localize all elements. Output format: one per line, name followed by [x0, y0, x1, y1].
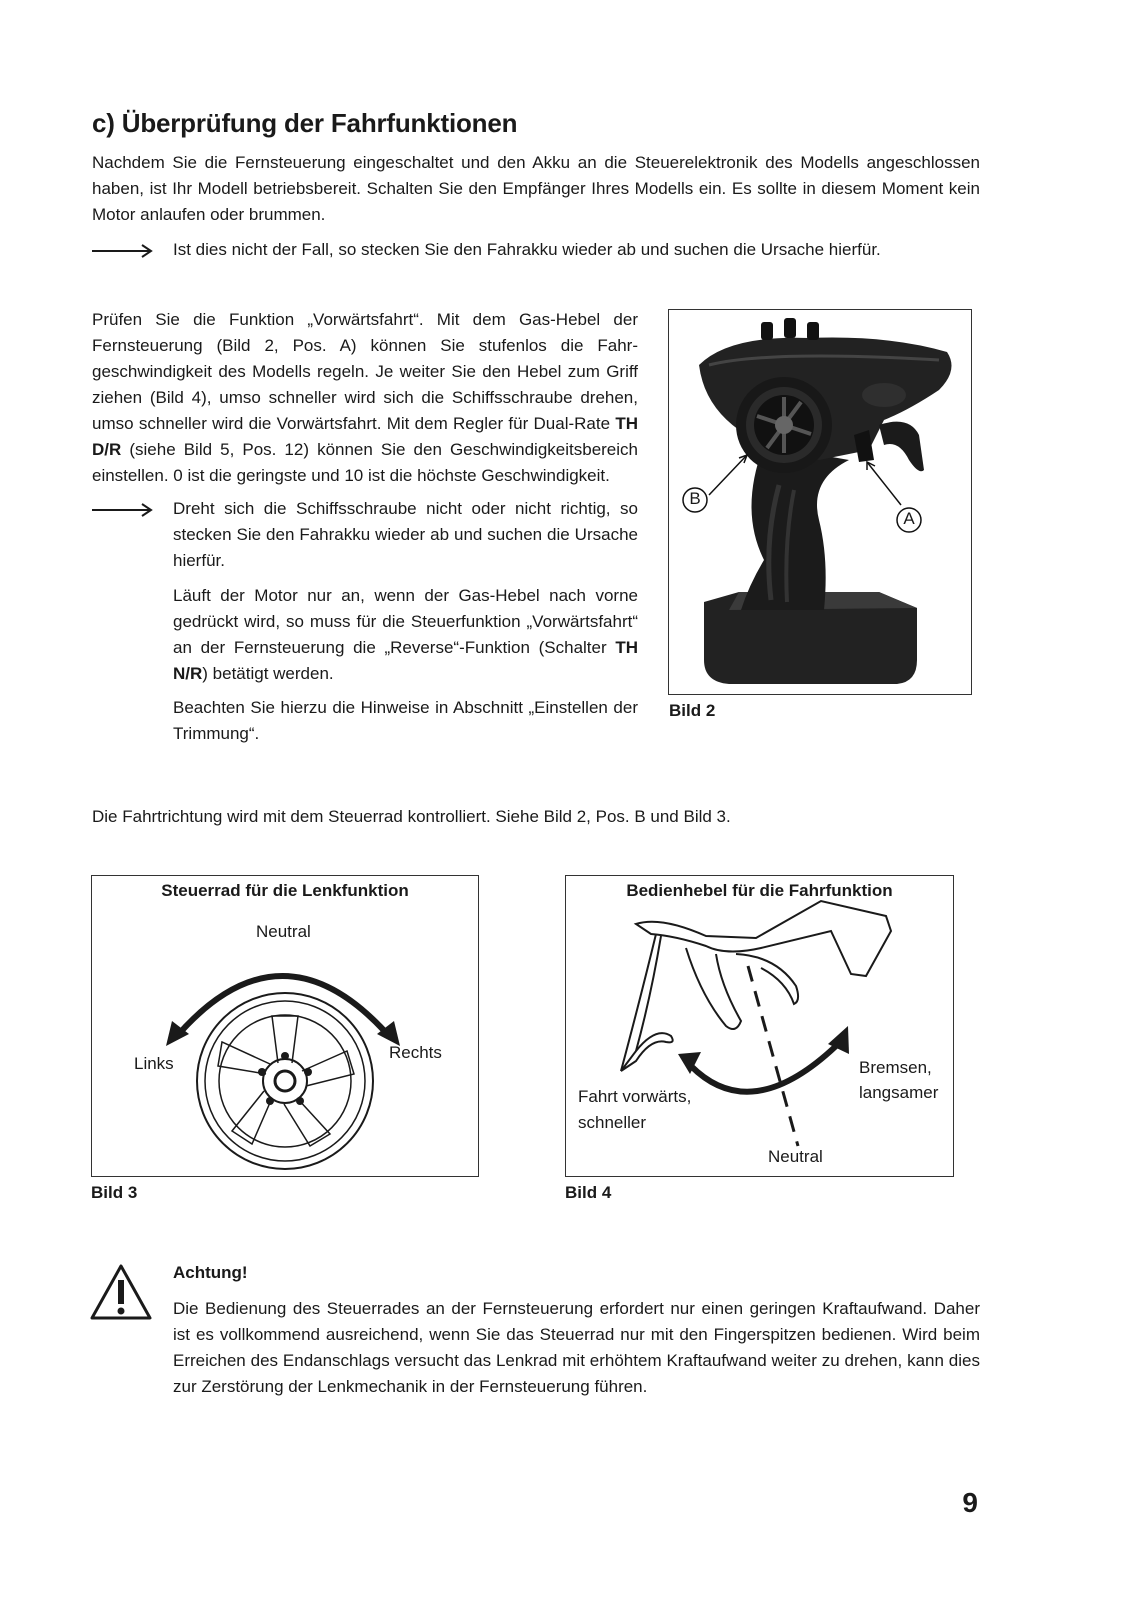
note-reverse	[173, 583, 638, 687]
lever-neutral-label: Neutral	[768, 1147, 823, 1166]
steering-wheel-diagram	[92, 876, 477, 1175]
forward-paragraph	[92, 307, 638, 489]
callout-b-label: B	[689, 489, 701, 508]
figure-2-frame	[668, 309, 972, 695]
warning-text: Die Bedienung des Steuerrades an der Fernsteuerung erfordert nur einen geringen Kraftaufwand. Daher ist es vollkommend ausreichend, wenn Sie das Steuerrad nur mit den Fingerspitzen bedienen. Wird beim Erreichen des Endanschlags versucht das Lenkrad mit erhöhtem Kraftaufwand weiter zu drehen, kann dies zur Zerstörung der Lenkmechanik in der Fernsteuerung führen.	[173, 1299, 980, 1396]
brake-label-line2: langsamer	[859, 1083, 939, 1102]
th-dr-label: TH D/R	[92, 414, 638, 459]
warning-title: Achtung!	[173, 1263, 248, 1282]
figure-3-caption: Bild 3	[91, 1183, 138, 1202]
transmitter-image	[669, 310, 970, 693]
figure-3-frame	[91, 875, 479, 1177]
figure-2-caption: Bild 2	[669, 701, 716, 720]
direction-paragraph: Die Fahrtrichtung wird mit dem Steuerrad kontrolliert. Siehe Bild 2, Pos. B und Bild 3.	[92, 807, 731, 826]
callout-a-label: A	[903, 509, 915, 528]
brake-label-line1: Bremsen,	[859, 1058, 932, 1077]
forward-label-line2: schneller	[578, 1113, 647, 1132]
figure-4-frame	[565, 875, 954, 1177]
figure-4-caption: Bild 4	[565, 1183, 612, 1202]
reverse-text-1: Läuft der Motor nur an, wenn der Gas-Hebel nach vorne gedrückt wird, so muss für die Steuerfunktion „Vorwärtsfahrt“ an der Fernsteuerung die „Reverse“-Funktion (Schalter	[173, 586, 638, 657]
intro-paragraph: Nachdem Sie die Fernsteuerung eingeschaltet und den Akku an die Steuerelektronik des Modells angeschlossen haben, ist Ihr Modell betriebsbereit. Schalten Sie den Empfänger Ihres Modells ein. Es sollte in diesem Moment kein Motor anlaufen oder brummen.	[92, 153, 980, 224]
steering-neutral-label: Neutral	[256, 922, 311, 941]
steering-right-label: Rechts	[389, 1043, 442, 1062]
forward-text-1: Prüfen Sie die Funktion „Vorwärtsfahrt“. Mit dem Gas-Hebel der Fernsteuerung (Bild 2, Pos. A) können Sie stufenlos die Fahrgeschwindigkeit des Modells regeln. Je weiter Sie den Hebel zum Griff ziehen (Bild 4), umso schneller wird sich die Schiffsschraube drehen, umso schneller wird die Vorwärtsfahrt. Mit dem Regler für Dual-Rate	[92, 310, 638, 433]
th-nr-label: TH N/R	[173, 638, 638, 683]
reverse-text-2: ) betätigt werden.	[202, 664, 334, 683]
figure-4-title: Bedienhebel für die Fahrfunktion	[626, 881, 893, 900]
warning-triangle-icon	[88, 1262, 154, 1322]
arrow-right-icon	[92, 502, 154, 518]
forward-label-line1: Fahrt vorwärts,	[578, 1087, 692, 1106]
note-propeller: Dreht sich die Schiffsschraube nicht oder nicht richtig, so stecken Sie den Fahrakku wieder ab und suchen die Ursache hierfür.	[173, 499, 638, 570]
figure-3-title: Steuerrad für die Lenkfunktion	[161, 881, 409, 900]
forward-text-2: (siehe Bild 5, Pos. 12) können Sie den Geschwindigkeitsbereich einstellen. 0 ist die geringste und 10 ist die höchste Geschwindigkeit.	[92, 440, 638, 485]
note-trim: Beachten Sie hierzu die Hinweise in Abschnitt „Einstellen der Trimmung“.	[173, 698, 638, 743]
section-title: c) Überprüfung der Fahrfunktionen	[92, 108, 518, 138]
page-number: 9	[962, 1487, 978, 1518]
steering-left-label: Links	[134, 1054, 174, 1073]
arrow-right-icon	[92, 243, 154, 259]
note-not-case: Ist dies nicht der Fall, so stecken Sie den Fahrakku wieder ab und suchen die Ursache hierfür.	[173, 240, 881, 259]
